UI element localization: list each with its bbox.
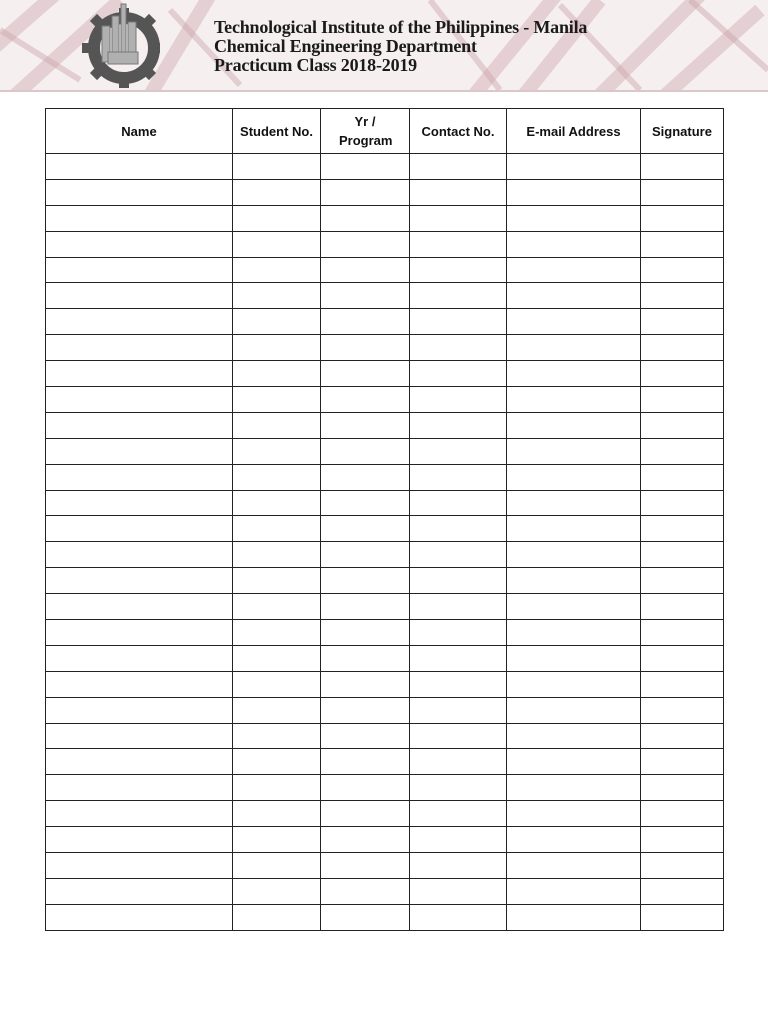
table-row (46, 179, 724, 205)
cell-contact-no[interactable] (410, 516, 507, 542)
cell-student-no[interactable] (233, 154, 321, 180)
column-header-yr-program: Yr / Program (321, 109, 410, 154)
cell-email[interactable] (507, 671, 641, 697)
cell-contact-no[interactable] (410, 309, 507, 335)
cell-name[interactable] (46, 775, 233, 801)
cell-yr-program[interactable] (321, 620, 410, 646)
table-row (46, 387, 724, 413)
table-row (46, 697, 724, 723)
cell-signature[interactable] (641, 620, 724, 646)
cell-name[interactable] (46, 516, 233, 542)
cell-contact-no[interactable] (410, 205, 507, 231)
institution-heading (214, 18, 587, 75)
cell-name[interactable] (46, 205, 233, 231)
cell-name[interactable] (46, 231, 233, 257)
cell-student-no[interactable] (233, 283, 321, 309)
cell-signature[interactable] (641, 775, 724, 801)
cell-email[interactable] (507, 464, 641, 490)
cell-contact-no[interactable] (410, 361, 507, 387)
cell-name[interactable] (46, 361, 233, 387)
table-row (46, 645, 724, 671)
cell-signature[interactable] (641, 309, 724, 335)
cell-contact-no[interactable] (410, 542, 507, 568)
cell-email[interactable] (507, 257, 641, 283)
cell-yr-program[interactable] (321, 361, 410, 387)
cell-contact-no[interactable] (410, 645, 507, 671)
cell-student-no[interactable] (233, 438, 321, 464)
cell-yr-program[interactable] (321, 412, 410, 438)
cell-contact-no[interactable] (410, 671, 507, 697)
cell-signature[interactable] (641, 490, 724, 516)
table-row (46, 361, 724, 387)
cell-contact-no[interactable] (410, 749, 507, 775)
cell-email[interactable] (507, 412, 641, 438)
cell-yr-program[interactable] (321, 671, 410, 697)
header-banner (0, 0, 768, 92)
cell-name[interactable] (46, 645, 233, 671)
cell-yr-program[interactable] (321, 283, 410, 309)
column-header-signature: Signature (641, 109, 724, 154)
gear-factory-icon (78, 2, 160, 88)
table-row (46, 775, 724, 801)
cell-signature[interactable] (641, 361, 724, 387)
table-row (46, 568, 724, 594)
cell-yr-program[interactable] (321, 438, 410, 464)
cell-student-no[interactable] (233, 723, 321, 749)
cell-student-no[interactable] (233, 697, 321, 723)
cell-name[interactable] (46, 853, 233, 879)
cell-student-no[interactable] (233, 827, 321, 853)
cell-student-no[interactable] (233, 775, 321, 801)
column-header-student-no: Student No. (233, 109, 321, 154)
column-header-contact-no: Contact No. (410, 109, 507, 154)
cell-name[interactable] (46, 671, 233, 697)
cell-student-no[interactable] (233, 671, 321, 697)
cell-student-no[interactable] (233, 620, 321, 646)
cell-contact-no[interactable] (410, 387, 507, 413)
table-row (46, 335, 724, 361)
table-row (46, 827, 724, 853)
table-row (46, 853, 724, 879)
cell-yr-program[interactable] (321, 205, 410, 231)
cell-contact-no[interactable] (410, 801, 507, 827)
cell-student-no[interactable] (233, 361, 321, 387)
cell-yr-program[interactable] (321, 801, 410, 827)
cell-email[interactable] (507, 438, 641, 464)
cell-yr-program[interactable] (321, 490, 410, 516)
cell-email[interactable] (507, 361, 641, 387)
cell-signature[interactable] (641, 594, 724, 620)
table-row (46, 904, 724, 930)
cell-email[interactable] (507, 801, 641, 827)
cell-signature[interactable] (641, 542, 724, 568)
cell-yr-program[interactable] (321, 594, 410, 620)
table-row (46, 490, 724, 516)
cell-student-no[interactable] (233, 179, 321, 205)
cell-student-no[interactable] (233, 749, 321, 775)
cell-email[interactable] (507, 878, 641, 904)
cell-contact-no[interactable] (410, 594, 507, 620)
table-row (46, 516, 724, 542)
cell-contact-no[interactable] (410, 283, 507, 309)
cell-name[interactable] (46, 697, 233, 723)
cell-name[interactable] (46, 594, 233, 620)
cell-name[interactable] (46, 904, 233, 930)
cell-yr-program[interactable] (321, 387, 410, 413)
cell-email[interactable] (507, 723, 641, 749)
cell-name[interactable] (46, 620, 233, 646)
cell-signature[interactable] (641, 283, 724, 309)
cell-signature[interactable] (641, 904, 724, 930)
cell-signature[interactable] (641, 464, 724, 490)
class-name: Practicum Class 2018-2019 (214, 55, 417, 75)
attendance-sheet (45, 108, 724, 931)
cell-yr-program[interactable] (321, 516, 410, 542)
cell-email[interactable] (507, 231, 641, 257)
cell-email[interactable] (507, 827, 641, 853)
cell-name[interactable] (46, 749, 233, 775)
cell-email[interactable] (507, 853, 641, 879)
table-row (46, 154, 724, 180)
cell-email[interactable] (507, 749, 641, 775)
cell-yr-program[interactable] (321, 775, 410, 801)
table-row (46, 205, 724, 231)
cell-contact-no[interactable] (410, 464, 507, 490)
cell-name[interactable] (46, 723, 233, 749)
cell-contact-no[interactable] (410, 490, 507, 516)
cell-contact-no[interactable] (410, 335, 507, 361)
cell-yr-program[interactable] (321, 257, 410, 283)
cell-contact-no[interactable] (410, 853, 507, 879)
cell-contact-no[interactable] (410, 723, 507, 749)
cell-email[interactable] (507, 620, 641, 646)
cell-signature[interactable] (641, 257, 724, 283)
cell-yr-program[interactable] (321, 904, 410, 930)
table-row (46, 464, 724, 490)
cell-student-no[interactable] (233, 516, 321, 542)
cell-name[interactable] (46, 878, 233, 904)
cell-signature[interactable] (641, 231, 724, 257)
cell-email[interactable] (507, 387, 641, 413)
cell-yr-program[interactable] (321, 464, 410, 490)
table-row (46, 542, 724, 568)
cell-contact-no[interactable] (410, 904, 507, 930)
cell-signature[interactable] (641, 205, 724, 231)
cell-contact-no[interactable] (410, 568, 507, 594)
cell-yr-program[interactable] (321, 179, 410, 205)
table-row (46, 671, 724, 697)
cell-name[interactable] (46, 257, 233, 283)
cell-signature[interactable] (641, 853, 724, 879)
table-row (46, 231, 724, 257)
cell-student-no[interactable] (233, 387, 321, 413)
cell-contact-no[interactable] (410, 257, 507, 283)
cell-contact-no[interactable] (410, 154, 507, 180)
cell-name[interactable] (46, 179, 233, 205)
cell-signature[interactable] (641, 723, 724, 749)
cell-yr-program[interactable] (321, 568, 410, 594)
cell-yr-program[interactable] (321, 697, 410, 723)
department-name: Chemical Engineering Department (214, 36, 477, 56)
cell-student-no[interactable] (233, 853, 321, 879)
cell-email[interactable] (507, 775, 641, 801)
cell-name[interactable] (46, 568, 233, 594)
cell-student-no[interactable] (233, 542, 321, 568)
cell-signature[interactable] (641, 697, 724, 723)
cell-student-no[interactable] (233, 801, 321, 827)
cell-email[interactable] (507, 645, 641, 671)
cell-signature[interactable] (641, 827, 724, 853)
cell-student-no[interactable] (233, 309, 321, 335)
table-row (46, 438, 724, 464)
cell-contact-no[interactable] (410, 827, 507, 853)
table-row (46, 309, 724, 335)
table-row (46, 620, 724, 646)
cell-email[interactable] (507, 335, 641, 361)
cell-signature[interactable] (641, 335, 724, 361)
cell-email[interactable] (507, 154, 641, 180)
cell-contact-no[interactable] (410, 878, 507, 904)
table-row (46, 257, 724, 283)
cell-yr-program[interactable] (321, 878, 410, 904)
column-header-name: Name (46, 109, 233, 154)
cell-student-no[interactable] (233, 878, 321, 904)
cell-email[interactable] (507, 516, 641, 542)
cell-name[interactable] (46, 827, 233, 853)
cell-name[interactable] (46, 387, 233, 413)
table-row (46, 594, 724, 620)
cell-yr-program[interactable] (321, 749, 410, 775)
cell-name[interactable] (46, 542, 233, 568)
cell-signature[interactable] (641, 568, 724, 594)
cell-student-no[interactable] (233, 464, 321, 490)
cell-email[interactable] (507, 309, 641, 335)
cell-yr-program[interactable] (321, 231, 410, 257)
cell-signature[interactable] (641, 154, 724, 180)
cell-name[interactable] (46, 464, 233, 490)
cell-name[interactable] (46, 154, 233, 180)
cell-signature[interactable] (641, 645, 724, 671)
cell-contact-no[interactable] (410, 231, 507, 257)
cell-yr-program[interactable] (321, 645, 410, 671)
cell-signature[interactable] (641, 179, 724, 205)
cell-yr-program[interactable] (321, 542, 410, 568)
cell-name[interactable] (46, 283, 233, 309)
cell-yr-program[interactable] (321, 723, 410, 749)
cell-email[interactable] (507, 904, 641, 930)
cell-student-no[interactable] (233, 335, 321, 361)
cell-yr-program[interactable] (321, 309, 410, 335)
table-row (46, 749, 724, 775)
cell-signature[interactable] (641, 438, 724, 464)
cell-name[interactable] (46, 412, 233, 438)
cell-name[interactable] (46, 438, 233, 464)
institution-name: Technological Institute of the Philippines - Manila (214, 17, 588, 37)
cell-student-no[interactable] (233, 645, 321, 671)
cell-contact-no[interactable] (410, 620, 507, 646)
cell-name[interactable] (46, 490, 233, 516)
cell-name[interactable] (46, 801, 233, 827)
cell-signature[interactable] (641, 878, 724, 904)
cell-student-no[interactable] (233, 490, 321, 516)
cell-signature[interactable] (641, 412, 724, 438)
cell-contact-no[interactable] (410, 412, 507, 438)
cell-name[interactable] (46, 335, 233, 361)
cell-signature[interactable] (641, 387, 724, 413)
cell-email[interactable] (507, 568, 641, 594)
cell-email[interactable] (507, 283, 641, 309)
table-row (46, 723, 724, 749)
cell-email[interactable] (507, 205, 641, 231)
cell-student-no[interactable] (233, 257, 321, 283)
header-row (46, 109, 724, 154)
cell-signature[interactable] (641, 801, 724, 827)
cell-yr-program[interactable] (321, 335, 410, 361)
cell-contact-no[interactable] (410, 697, 507, 723)
cell-name[interactable] (46, 309, 233, 335)
cell-yr-program[interactable] (321, 154, 410, 180)
column-header-email: E-mail Address (507, 109, 641, 154)
cell-email[interactable] (507, 594, 641, 620)
cell-contact-no[interactable] (410, 179, 507, 205)
cell-email[interactable] (507, 697, 641, 723)
cell-student-no[interactable] (233, 568, 321, 594)
cell-email[interactable] (507, 490, 641, 516)
cell-signature[interactable] (641, 749, 724, 775)
cell-contact-no[interactable] (410, 438, 507, 464)
cell-student-no[interactable] (233, 231, 321, 257)
cell-student-no[interactable] (233, 205, 321, 231)
table-row (46, 801, 724, 827)
cell-student-no[interactable] (233, 904, 321, 930)
cell-signature[interactable] (641, 516, 724, 542)
cell-yr-program[interactable] (321, 827, 410, 853)
table-row (46, 412, 724, 438)
cell-student-no[interactable] (233, 594, 321, 620)
table-row (46, 283, 724, 309)
cell-student-no[interactable] (233, 412, 321, 438)
cell-email[interactable] (507, 542, 641, 568)
cell-contact-no[interactable] (410, 775, 507, 801)
cell-email[interactable] (507, 179, 641, 205)
cell-yr-program[interactable] (321, 853, 410, 879)
cell-signature[interactable] (641, 671, 724, 697)
table-row (46, 878, 724, 904)
